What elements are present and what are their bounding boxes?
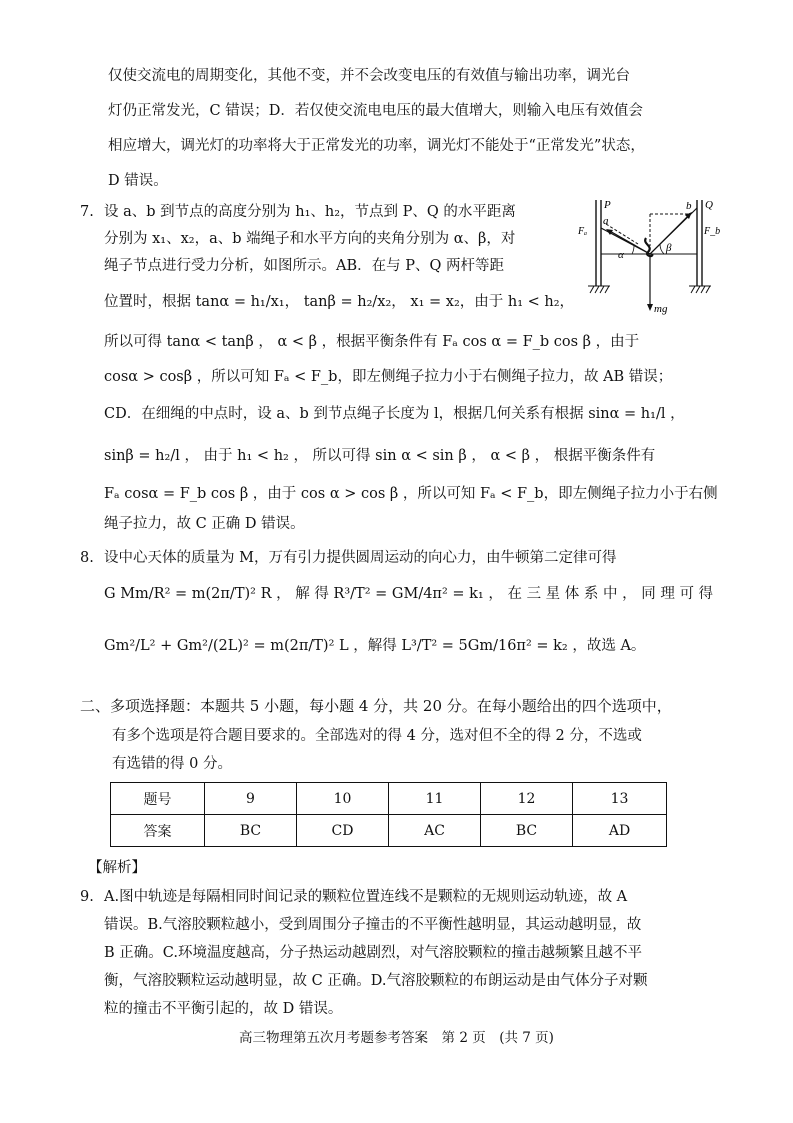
table-cell: 13 (573, 783, 667, 815)
text-line: 绳子节点进行受力分析，如图所示。AB．在与 P、Q 两杆等距 (104, 258, 504, 274)
dashed-line (606, 224, 638, 244)
text-line: 有多个选项是符合题目要求的。全部选对的得 4 分，选对但不全的得 2 分，不选或 (112, 728, 642, 744)
label-b: b (686, 200, 692, 212)
table-row-numbers (111, 783, 667, 815)
table-cell: BC (205, 815, 297, 847)
table-cell: 10 (297, 783, 389, 815)
ground-hatch-right (689, 286, 711, 293)
text-line: CD．在细绳的中点时，设 a、b 到节点绳子长度为 l，根据几何关系有根据 sinα = h₁/l ， (104, 406, 685, 422)
label-mg: mg (654, 303, 668, 315)
table-header-label: 题号 (111, 783, 205, 815)
text-line: sinβ = h₂/l ， 由于 h₁ < h₂ ， 所以可得 sin α < sin β ， α < β ， 根据平衡条件有 (104, 448, 656, 464)
text-line: Fₐ cosα = F_b cos β ，由于 cos α > cos β ，所以可知 Fₐ < F_b，即左侧绳子拉力小于右侧 (104, 486, 718, 502)
table-cell: 9 (205, 783, 297, 815)
text-line: G Mm/R² = m(2π/T)² R ， 解 得 R³/T² = GM/4π² = k₁ ， 在 三 星 体 系 中 ， 同 理 可 得 (104, 586, 714, 602)
label-beta: β (666, 242, 672, 254)
text-line: 衡，气溶胶颗粒运动越明显，故 C 正确。D.气溶胶颗粒的布朗运动是由气体分子对颗 (104, 973, 648, 989)
page-footer: 高三物理第五次月考题参考答案 第 2 页 (共 7 页) (239, 1030, 554, 1046)
label-a: a (603, 215, 609, 227)
table-cell: BC (481, 815, 573, 847)
table-cell: 11 (389, 783, 481, 815)
label-fa: Fₐ (578, 226, 588, 237)
text-line: 灯仍正常发光，C 错误；D．若仅使交流电电压的最大值增大，则输入电压有效值会 (108, 103, 643, 119)
table-answer-label: 答案 (111, 815, 205, 847)
table-cell: 12 (481, 783, 573, 815)
question-number: 9. (80, 889, 94, 905)
text-line: 粒的撞击不平衡引起的，故 D 错误。 (104, 1001, 343, 1017)
text-line: D 错误。 (108, 173, 168, 189)
text-line: Gm²/L² + Gm²/(2L)² = m(2π/T)² L ，解得 L³/T² = 5Gm/16π² = k₂ ，故选 A。 (104, 638, 646, 654)
text-line: 错误。B.气溶胶颗粒越小，受到周围分子撞击的不平衡性越明显，其运动越明显，故 (104, 917, 642, 933)
text-line: 所以可得 tanα < tanβ ， α < β ，根据平衡条件有 Fₐ cos α = F_b cos β ，由于 (104, 334, 640, 350)
table-cell: AC (389, 815, 481, 847)
table-cell: CD (297, 815, 389, 847)
force-diagram (576, 194, 724, 318)
text-line: 仅使交流电的周期变化，其他不变，并不会改变电压的有效值与输出功率，调光台 (108, 68, 630, 84)
label-q: Q (705, 199, 713, 211)
label-fb: F_b (704, 226, 721, 237)
mg-arrowhead (647, 304, 653, 311)
section-title: 二、多项选择题：本题共 5 小题，每小题 4 分，共 20 分。在每小题给出的四个选项中， (80, 697, 672, 715)
text-line: 位置时，根据 tanα = h₁/x₁， tanβ = h₂/x₂， x₁ = x₂，由于 h₁ < h₂， (104, 294, 575, 310)
text-line: 设 a、b 到节点的高度分别为 h₁、h₂，节点到 P、Q 的水平距离 (104, 204, 516, 220)
text-line: A.图中轨迹是每隔相同时间记录的颗粒位置连线不是颗粒的无规则运动轨迹，故 A (104, 889, 628, 905)
question-number: 8. (80, 550, 94, 566)
text-line: 设中心天体的质量为 M，万有引力提供圆周运动的向心力，由牛顿第二定律可得 (104, 550, 617, 566)
text-line: 相应增大，调光灯的功率将大于正常发光的功率，调光灯不能处于“正常发光”状态， (108, 138, 645, 154)
force-a-arrow (608, 230, 650, 254)
ground-hatch-left (588, 286, 610, 293)
text-line: 绳子拉力，故 C 正确 D 错误。 (104, 516, 305, 532)
beta-arc (660, 244, 664, 254)
question-number: 7. (80, 204, 94, 220)
label-p: P (604, 199, 611, 211)
table-cell: AD (573, 815, 667, 847)
analysis-label: 【解析】 (88, 860, 146, 876)
answer-table (110, 782, 667, 847)
text-line: 分别为 x₁、x₂，a、b 端绳子和水平方向的夹角分别为 α、β，对 (104, 231, 516, 247)
label-alpha: α (618, 249, 624, 261)
text-line: B 正确。C.环境温度越高，分子热运动越剧烈，对气溶胶颗粒的撞击越频繁且越不平 (104, 945, 642, 961)
alpha-arc (632, 246, 634, 254)
table-row-answers (111, 815, 667, 847)
text-line: 有选错的得 0 分。 (112, 756, 232, 772)
text-line: cosα > cosβ ，所以可知 Fₐ < F_b，即左侧绳子拉力小于右侧绳子拉力，故 AB 错误； (104, 369, 673, 385)
